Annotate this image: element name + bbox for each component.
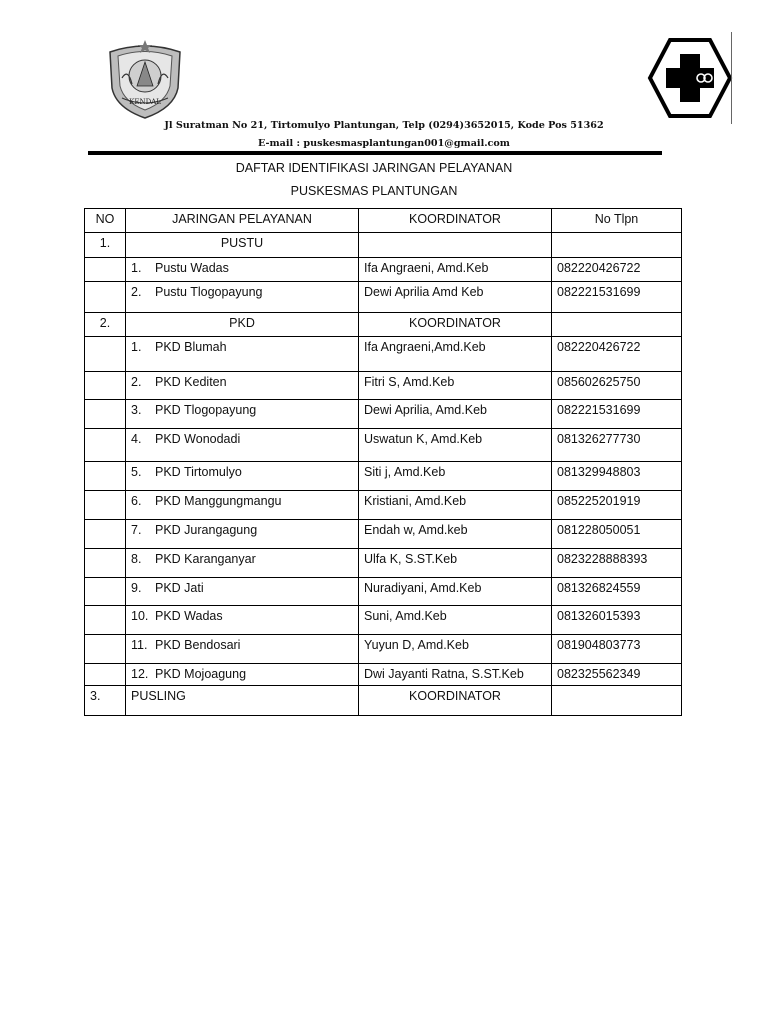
phone-number: 081329948803 (552, 462, 682, 491)
coordinator-name: Nuradiyani, Amd.Keb (359, 578, 552, 606)
phone-number: 085225201919 (552, 491, 682, 520)
section-phone-empty (552, 686, 682, 716)
phone-number: 081326015393 (552, 606, 682, 635)
phone-number: 082325562349 (552, 664, 682, 686)
phone-number: 085602625750 (552, 372, 682, 400)
phone-number: 081228050051 (552, 520, 682, 549)
service-network-table (84, 208, 682, 716)
coordinator-name: Dwi Jayanti Ratna, S.ST.Keb (359, 664, 552, 686)
section-phone-empty (552, 313, 682, 337)
coordinator-name: Dewi Aprilia, Amd.Keb (359, 400, 552, 429)
coordinator-name: Kristiani, Amd.Keb (359, 491, 552, 520)
service-name: 9. PKD Jati (126, 578, 359, 606)
phone-number: 081326824559 (552, 578, 682, 606)
table-row (85, 578, 682, 606)
header-coordinator: KOORDINATOR (359, 209, 552, 233)
coordinator-name: Ulfa K, S.ST.Keb (359, 549, 552, 578)
table-row (85, 258, 682, 282)
header-no: NO (85, 209, 126, 233)
table-row (85, 664, 682, 686)
service-name: 11. PKD Bendosari (126, 635, 359, 664)
service-name: 7. PKD Jurangagung (126, 520, 359, 549)
section-phone-empty (552, 233, 682, 258)
service-name: 2. PKD Kediten (126, 372, 359, 400)
service-name: 1. Pustu Wadas (126, 258, 359, 282)
section-coordinator-label: KOORDINATOR (359, 686, 552, 716)
letterhead-divider (88, 151, 662, 155)
section-coordinator-label (359, 233, 552, 258)
coordinator-name: Fitri S, Amd.Keb (359, 372, 552, 400)
service-name: 2. Pustu Tlogopayung (126, 282, 359, 313)
phone-number: 081904803773 (552, 635, 682, 664)
coordinator-name: Uswatun K, Amd.Keb (359, 429, 552, 462)
phone-number: 082221531699 (552, 282, 682, 313)
section-no: 2. (85, 313, 126, 337)
service-name: 3. PKD Tlogopayung (126, 400, 359, 429)
phone-number: 081326277730 (552, 429, 682, 462)
phone-number: 082221531699 (552, 400, 682, 429)
section-name: PKD (126, 313, 359, 337)
section-no: 1. (85, 233, 126, 258)
header-service-network: JARINGAN PELAYANAN (126, 209, 359, 233)
service-name: 4. PKD Wonodadi (126, 429, 359, 462)
table-row (85, 337, 682, 372)
table-row (85, 606, 682, 635)
service-name: 12. PKD Mojoagung (126, 664, 359, 686)
table-row (85, 372, 682, 400)
table-row (85, 462, 682, 491)
letterhead-address: Jl Suratman No 21, Tirtomulyo Plantungan, Telp (0294)3652015, Kode Pos 51362 (164, 120, 604, 131)
logo-edge-line (731, 32, 732, 124)
service-name: 5. PKD Tirtomulyo (126, 462, 359, 491)
table-row (85, 491, 682, 520)
section-row-pkd (85, 313, 682, 337)
svg-text:KENDAL: KENDAL (129, 98, 161, 106)
table-row (85, 635, 682, 664)
table-header-row (85, 209, 682, 233)
letterhead-email: E-mail : puskesmasplantungan001@gmail.com (258, 138, 510, 149)
coordinator-name: Ifa Angraeni, Amd.Keb (359, 258, 552, 282)
phone-number: 082220426722 (552, 337, 682, 372)
section-row-pusling (85, 686, 682, 716)
service-name: 10. PKD Wadas (126, 606, 359, 635)
coordinator-name: Yuyun D, Amd.Keb (359, 635, 552, 664)
coordinator-name: Dewi Aprilia Amd Keb (359, 282, 552, 313)
section-no: 3. (85, 686, 126, 716)
document-subtitle: PUSKESMAS PLANTUNGAN (290, 184, 458, 198)
kendal-regency-emblem (102, 38, 188, 122)
coordinator-name: Siti j, Amd.Keb (359, 462, 552, 491)
table-row (85, 282, 682, 313)
table-row (85, 429, 682, 462)
service-name: 1. PKD Blumah (126, 337, 359, 372)
table-row (85, 400, 682, 429)
document-title: DAFTAR IDENTIFIKASI JARINGAN PELAYANAN (235, 161, 513, 175)
phone-number: 0823228888393 (552, 549, 682, 578)
section-name: PUSLING (126, 686, 359, 716)
coordinator-name: Suni, Amd.Keb (359, 606, 552, 635)
coordinator-name: Endah w, Amd.keb (359, 520, 552, 549)
coordinator-name: Ifa Angraeni,Amd.Keb (359, 337, 552, 372)
phone-number: 082220426722 (552, 258, 682, 282)
table-row (85, 520, 682, 549)
service-name: 6. PKD Manggungmangu (126, 491, 359, 520)
section-row-pustu (85, 233, 682, 258)
header-phone: No Tlpn (552, 209, 682, 233)
section-coordinator-label: KOORDINATOR (359, 313, 552, 337)
service-name: 8. PKD Karanganyar (126, 549, 359, 578)
section-name: PUSTU (126, 233, 359, 258)
puskesmas-logo (646, 32, 734, 122)
table-row (85, 549, 682, 578)
